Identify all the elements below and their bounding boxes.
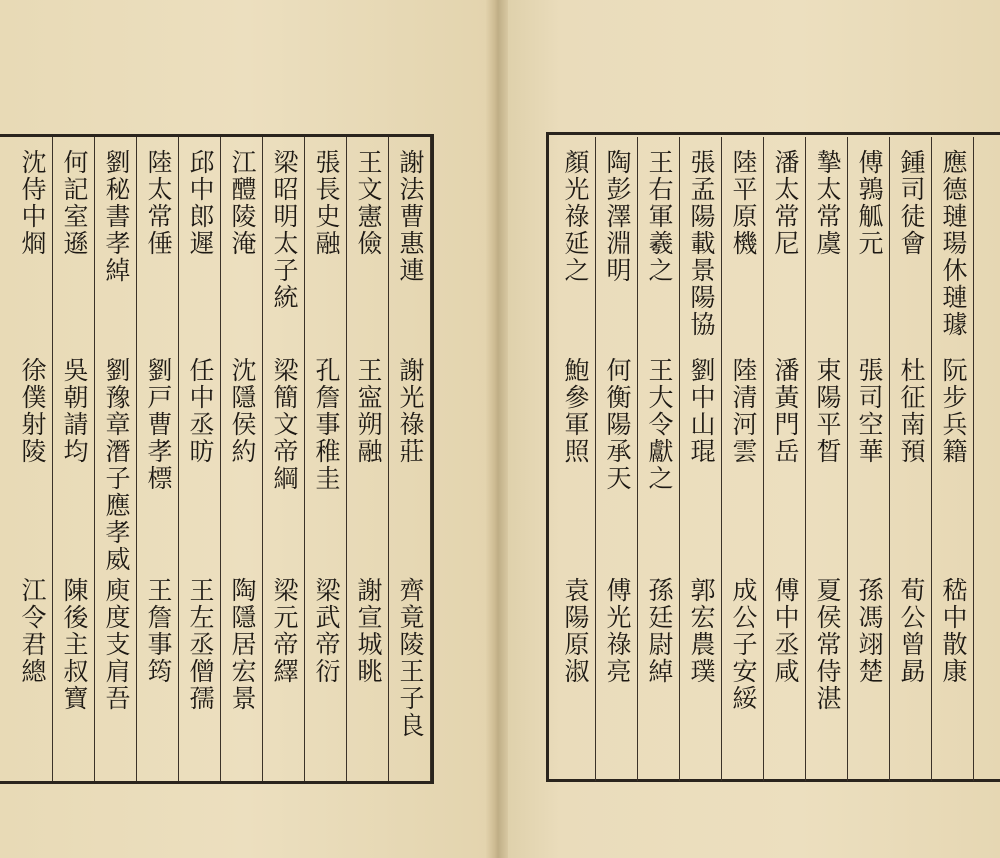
right-entry: 摯太常虞 — [813, 149, 842, 257]
left-column — [389, 137, 431, 781]
right-column — [554, 137, 596, 781]
left-entry: 張長史融 — [312, 149, 341, 257]
left-column — [53, 137, 95, 781]
left-entry: 王左丞僧孺 — [186, 577, 215, 712]
left-entry: 何記室遜 — [60, 149, 89, 257]
right-column — [722, 137, 764, 781]
right-entry: 潘黃門岳 — [771, 357, 800, 465]
left-column — [11, 137, 53, 781]
left-column — [347, 137, 389, 781]
left-column — [95, 137, 137, 781]
right-column — [848, 137, 890, 781]
left-entry: 王文憲儉 — [354, 149, 383, 257]
left-column — [305, 137, 347, 781]
left-entry: 王詹事筠 — [144, 577, 173, 685]
right-entry: 陸清河雲 — [729, 357, 758, 465]
right-entry: 潘太常尼 — [771, 149, 800, 257]
right-entry: 張孟陽載景陽協 — [687, 149, 716, 338]
right-entry: 夏侯常侍湛 — [813, 577, 842, 712]
left-entry: 梁武帝衍 — [312, 577, 341, 685]
left-entry: 謝宣城眺 — [354, 577, 383, 685]
right-entry: 荀公曾勗 — [897, 577, 926, 685]
left-entry: 梁昭明太子統 — [270, 149, 299, 311]
left-entry: 謝光祿莊 — [396, 357, 425, 465]
left-entry: 陶隱居宏景 — [228, 577, 257, 712]
right-entry: 陶彭澤淵明 — [603, 149, 632, 284]
left-entry: 梁簡文帝綱 — [270, 357, 299, 492]
left-entry: 劉豫章潛子應孝威 — [102, 357, 131, 573]
left-entry: 任中丞昉 — [186, 357, 215, 465]
left-entry: 沈侍中烱 — [18, 149, 47, 257]
right-entry: 孫馮翊楚 — [855, 577, 884, 685]
right-entry: 袁陽原淑 — [561, 577, 590, 685]
right-entry: 傅光祿亮 — [603, 577, 632, 685]
left-entry: 陸太常倕 — [144, 149, 173, 257]
right-entry: 陸平原機 — [729, 149, 758, 257]
left-entry: 邱中郎遲 — [186, 149, 215, 257]
right-entry: 王右軍羲之 — [645, 149, 674, 284]
right-entry: 何衡陽承天 — [603, 357, 632, 492]
right-column — [932, 137, 974, 781]
right-entry: 傅鶉觚元 — [855, 149, 884, 257]
right-entry: 嵇中散康 — [939, 577, 968, 685]
right-column — [890, 137, 932, 781]
right-entry: 劉中山琨 — [687, 357, 716, 465]
right-column — [680, 137, 722, 781]
right-entry: 張司空華 — [855, 357, 884, 465]
left-entry: 江醴陵淹 — [228, 149, 257, 257]
right-entry: 鮑參軍照 — [561, 357, 590, 465]
right-column — [764, 137, 806, 781]
left-entry: 徐僕射陵 — [18, 357, 47, 465]
left-entry: 梁元帝繹 — [270, 577, 299, 685]
right-entry: 阮步兵籍 — [939, 357, 968, 465]
left-entry: 孔詹事稚圭 — [312, 357, 341, 492]
left-entry: 吳朝請均 — [60, 357, 89, 465]
left-entry: 謝法曹惠連 — [396, 149, 425, 284]
left-entry: 沈隱侯約 — [228, 357, 257, 465]
right-entry: 王大令獻之 — [645, 357, 674, 492]
right-entry: 成公子安綏 — [729, 577, 758, 712]
right-column — [596, 137, 638, 781]
left-entry: 江令君總 — [18, 577, 47, 685]
left-column — [137, 137, 179, 781]
right-column — [638, 137, 680, 781]
right-entry: 束陽平晳 — [813, 357, 842, 465]
left-entry: 劉戸曹孝標 — [144, 357, 173, 492]
right-entry: 顏光祿延之 — [561, 149, 590, 284]
left-entry: 齊竟陵王子良 — [396, 577, 425, 739]
left-column — [179, 137, 221, 781]
right-entry: 孫廷尉綽 — [645, 577, 674, 685]
right-column — [806, 137, 848, 781]
left-entry: 庾度支肩吾 — [102, 577, 131, 712]
right-entry: 傅中丞咸 — [771, 577, 800, 685]
right-entry: 應德璉瑒休璉璩 — [939, 149, 968, 338]
left-entry: 劉秘書孝綽 — [102, 149, 131, 284]
right-entry: 鍾司徒會 — [897, 149, 926, 257]
left-entry: 陳後主叔寶 — [60, 577, 89, 712]
right-entry: 郭宏農璞 — [687, 577, 716, 685]
book-gutter — [486, 0, 508, 858]
left-column — [221, 137, 263, 781]
right-entry: 杜征南預 — [897, 357, 926, 465]
left-entry: 王寍朔融 — [354, 357, 383, 465]
left-column — [263, 137, 305, 781]
